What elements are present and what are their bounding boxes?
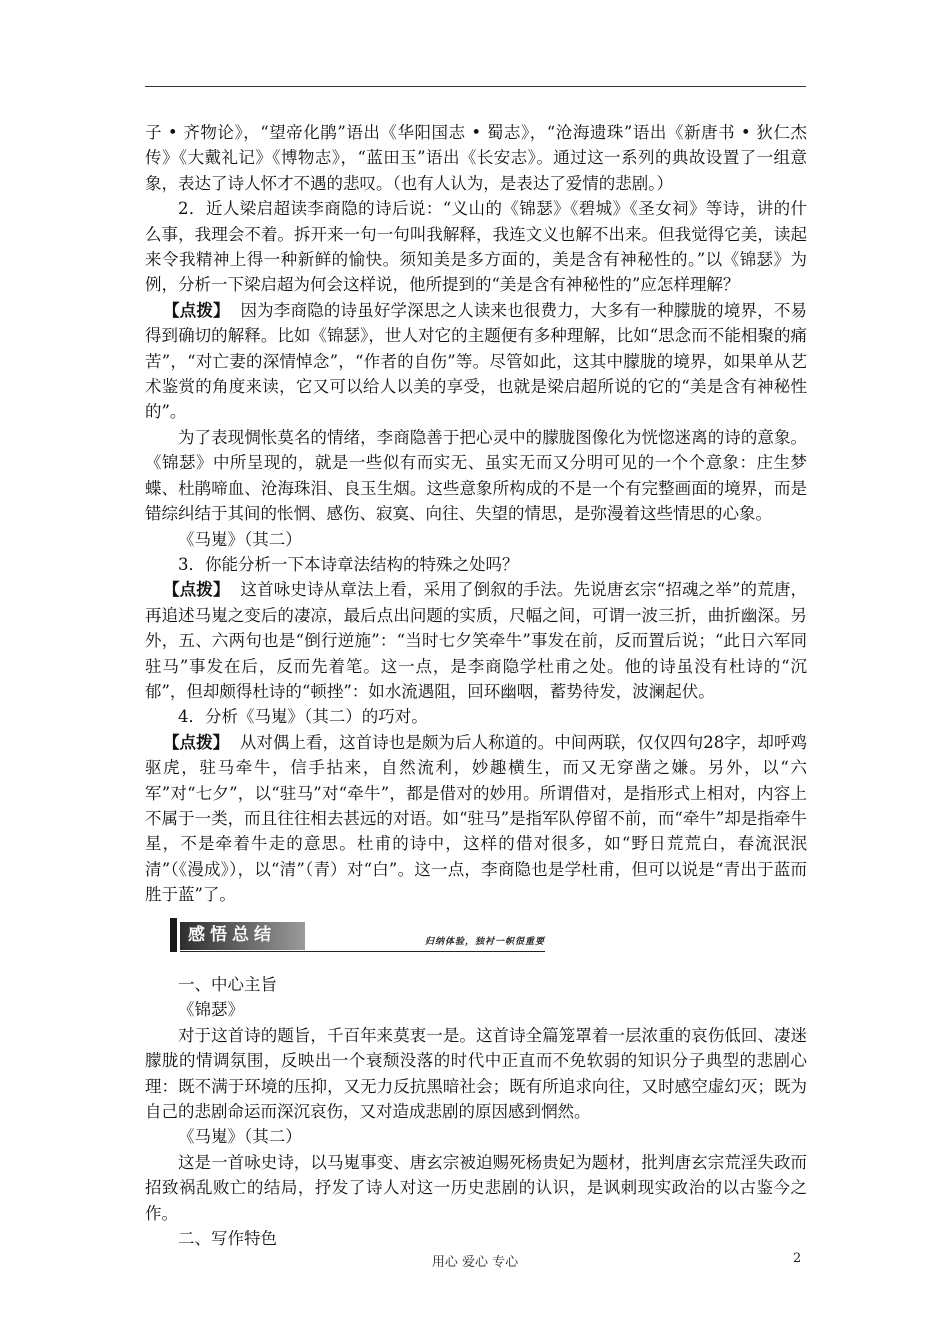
page-number: 2 [793,1251,802,1266]
header-rule [145,86,806,87]
hint-paragraph [145,577,807,704]
question-3: 3．你能分析一下本诗章法结构的特殊之处吗？ [178,554,519,574]
hint-paragraph [145,730,807,908]
section-heading: 一、中心主旨 [178,975,277,994]
hint-label: 【点拨】 [163,580,230,600]
banner-underline [180,951,545,952]
poem-title: 《锦瑟》 [178,1000,244,1020]
body-text-bottom [145,972,807,1251]
footer-motto: 用心 爱心 专心 [431,1255,519,1270]
poem-title: 《马嵬》（其二） [178,529,302,549]
section-banner [170,914,545,954]
banner-bar [170,918,177,952]
hint-paragraph [145,298,807,425]
question-4: 4．分析《马嵬》（其二）的巧对。 [178,707,428,727]
section-heading: 二、写作特色 [178,1229,277,1249]
banner-title: 感悟总结 [188,925,276,945]
body-text-top [145,120,807,908]
hint-text: 因为李商隐的诗虽好学深思之人读来也很费力，大多有一种朦胧的境界，不易得到确切的解释。比如《锦瑟》，世人对它的主题便有多种理解，比如“思念而不能相聚的痛苦”，“对亡妻的深情悼念”，“作者的自伤”等。尽管如此，这其中朦胧的境界，如果单从艺术鉴赏的角度来读，它又可以给人以美的享受，也就是梁启超所说的它的“美是含有神秘性的”。 [145,300,808,422]
hint-label: 【点拨】 [163,300,230,320]
paragraph: 子 • 齐物论》，“望帝化鹃”语出《华阳国志 • 蜀志》，“沧海遗珠”语出《新唐书 • 狄仁杰传》《大戴礼记》《博物志》，“蓝田玉”语出《长安志》。通过这一系列的典故设置了一组意象，表达了诗人怀才不遇的悲叹。（也有人认为，是表达了爱情的悲剧。） [145,123,807,193]
paragraph: 为了表现惆怅莫名的情绪，李商隐善于把心灵中的朦胧图像化为恍惚迷离的诗的意象。《锦瑟》中所呈现的，就是一些似有而实无、虽实无而又分明可见的一个个意象：庄生梦蝶、杜鹃啼血、沧海珠泪、良玉生烟。这些意象所构成的不是一个有完整画面的境界，而是错综纠结于其间的怅惘、感伤、寂寞、向往、失望的情思，是弥漫着这些情思的心象。 [145,427,807,524]
hint-label: 【点拨】 [163,732,230,752]
hint-text: 从对偶上看，这首诗也是颇为后人称道的。中间两联，仅仅四句28字，却呼鸡驱虎，驻马牵牛，信手拈来，自然流利，妙趣横生，而又无穿凿之嫌。另外，以“六军”对“七夕”，以“驻马”对“牵牛”，都是借对的妙用。所谓借对，是指形式上相对，内容上不属于一类，而且往往相去甚远的对语。如“驻马”是指军队停留不前，而“牵牛”却是指牵牛星，不是牵着牛走的意思。杜甫的诗中，这样的借对很多，如“野日荒荒白，春流泯泯清”（《漫成》），以“清”（青）对“白”。这一点，李商隐也是学杜甫，但可以说是“青出于蓝而胜于蓝”了。 [145,732,808,905]
poem-title: 《马嵬》（其二） [178,1127,302,1147]
banner-subtitle: 归纳体验，独衬一帜很重要 [424,937,545,947]
paragraph: 对于这首诗的题旨，千百年来莫衷一是。这首诗全篇笼罩着一层浓重的哀伤低回、凄迷朦胧的情调氛围，反映出一个衰颓没落的时代中正直而不免软弱的知识分子典型的悲剧心理：既不满于环境的压抑，又无力反抗黑暗社会；既有所追求向往，又时感空虚幻灭；既为自己的悲剧命运而深沉哀伤，又对造成悲剧的原因感到惘然。 [145,1025,807,1122]
paragraph: 这是一首咏史诗，以马嵬事变、唐玄宗被迫赐死杨贵妃为题材，批判唐玄宗荒淫失政而招致祸乱败亡的结局，抒发了诗人对这一历史悲剧的认识，是讽刺现实政治的以古鉴今之作。 [145,1152,807,1223]
hint-text: 这首咏史诗从章法上看，采用了倒叙的手法。先说唐玄宗“招魂之举”的荒唐，再追述马嵬之变后的凄凉，最后点出问题的实质，尺幅之间，可谓一波三折，曲折幽深。另外，五、六两句也是“倒行逆施”：“当时七夕笑牵牛”事发在前，反而置后说；“此日六军同驻马”事发在后，反而先着笔。这一点，是李商隐学杜甫之处。他的诗虽没有杜诗的“沉郁”，但却颇得杜诗的“顿挫”：如水流遇阻，回环幽咽，蓄势待发，波澜起伏。 [145,580,807,701]
question-2: 2．近人梁启超读李商隐的诗后说：“义山的《锦瑟》《碧城》《圣女祠》等诗，讲的什么事，我理会不着。拆开来一句一句叫我解释，我连文义也解不出来。但我觉得它美，读起来令我精神上得一种新鲜的愉快。须知美是多方面的，美是含有神秘性的。”以《锦瑟》为例，分析一下梁启超为何会这样说，他所提到的“美是含有神秘性的”应怎样理解？ [145,199,807,295]
